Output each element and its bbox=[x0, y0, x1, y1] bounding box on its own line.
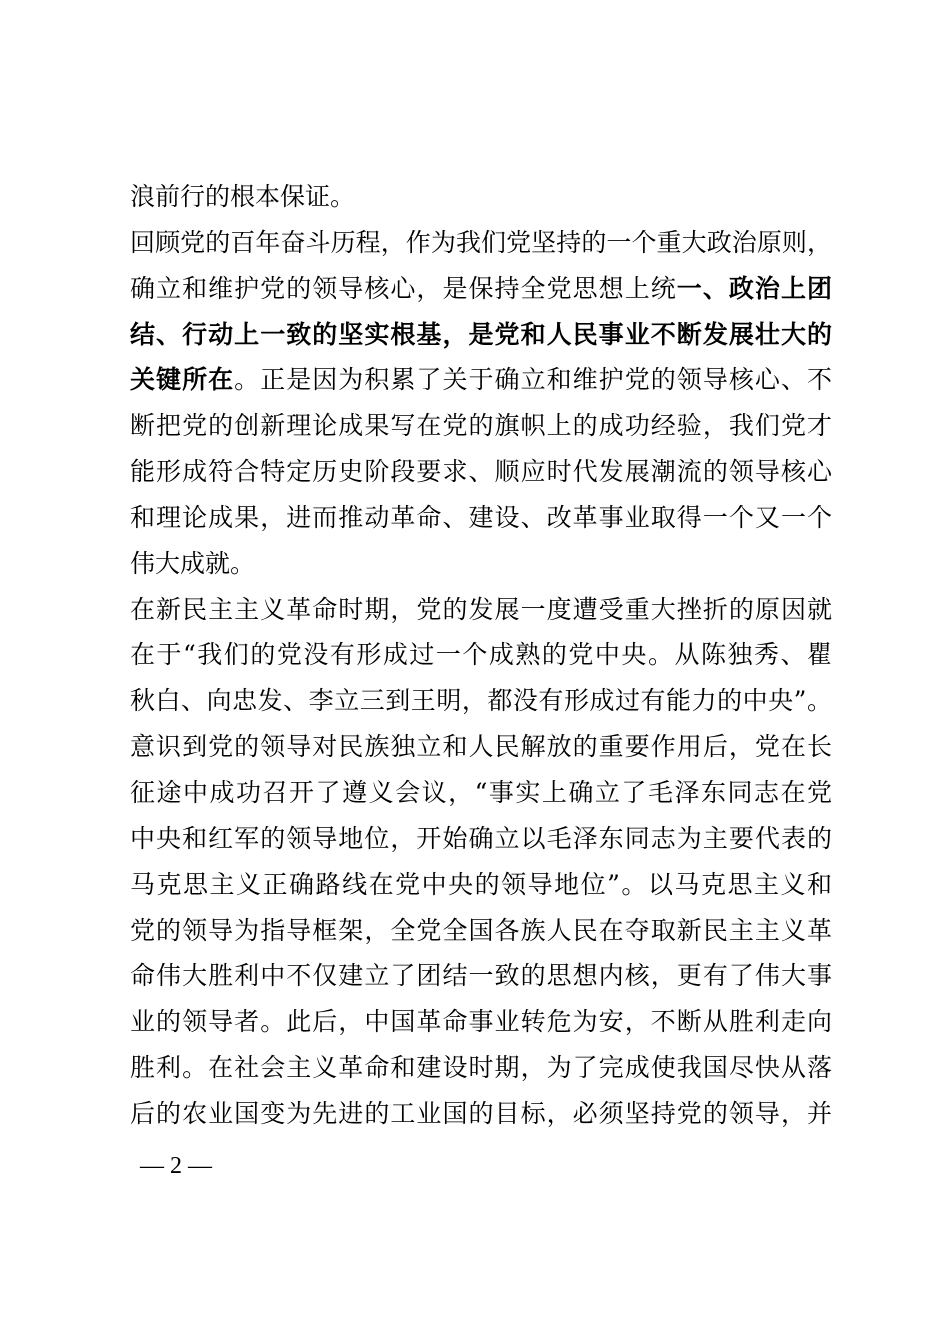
text-line bbox=[130, 724, 832, 770]
text-run: 胜利。在社会主义革命和建设时期，为了完成使我国尽快从落 bbox=[130, 1053, 832, 1083]
bold-text: 结、行动上一致的坚实根基，是党和人民事业不断发展壮大的 bbox=[130, 319, 832, 349]
text-line bbox=[130, 632, 832, 678]
text-run: 浪前行的根本保证。 bbox=[130, 182, 356, 211]
text-line bbox=[130, 678, 832, 724]
document-body bbox=[130, 174, 832, 1137]
text-run: 党的领导为指导框架，全党全国各族人民在夺取新民主主义革 bbox=[130, 915, 832, 945]
text-run: 命伟大胜利中不仅建立了团结一致的思想内核，更有了伟大事 bbox=[130, 961, 832, 991]
text-line bbox=[130, 953, 832, 999]
text-line bbox=[130, 312, 832, 358]
page-number: — 2 — bbox=[140, 1153, 212, 1179]
text-run: 确立和维护党的领导核心，是保持全党思想上统 bbox=[130, 273, 677, 303]
text-line bbox=[130, 1045, 832, 1091]
text-line bbox=[130, 449, 832, 495]
text-run: 后的农业国变为先进的工业国的目标，必须坚持党的领导，并 bbox=[130, 1098, 832, 1128]
text-line bbox=[130, 587, 832, 633]
text-line bbox=[130, 495, 832, 541]
text-line bbox=[130, 220, 832, 266]
text-run: 马克思主义正确路线在党中央的领导地位”。以马克思主义和 bbox=[130, 869, 832, 899]
text-run: 征途中成功召开了遵义会议，“事实上确立了毛泽东同志在党 bbox=[130, 777, 832, 807]
text-run: 在于“我们的党没有形成过一个成熟的党中央。从陈独秀、瞿 bbox=[130, 640, 832, 670]
text-line bbox=[130, 174, 832, 220]
text-line bbox=[130, 908, 832, 954]
text-run: 在新民主主义革命时期，党的发展一度遭受重大挫折的原因就 bbox=[130, 594, 832, 624]
text-run: 意识到党的领导对民族独立和人民解放的重要作用后，党在长 bbox=[130, 732, 832, 762]
text-run: 业的领导者。此后，中国革命事业转危为安，不断从胜利走向 bbox=[130, 1007, 832, 1037]
text-line bbox=[130, 999, 832, 1045]
text-line bbox=[130, 816, 832, 862]
text-run: 回顾党的百年奋斗历程，作为我们党坚持的一个重大政治原则， bbox=[130, 227, 832, 257]
text-run: 伟大成就。 bbox=[130, 548, 256, 578]
text-run: 秋白、向忠发、李立三到王明，都没有形成过有能力的中央”。 bbox=[130, 686, 832, 716]
text-line bbox=[130, 357, 832, 403]
text-line bbox=[130, 770, 832, 816]
text-line bbox=[130, 862, 832, 908]
text-line bbox=[130, 541, 832, 587]
text-run: 。正是因为积累了关于确立和维护党的领导核心、不 bbox=[234, 365, 832, 395]
text-line bbox=[130, 1091, 832, 1137]
text-run: 能形成符合特定历史阶段要求、顺应时代发展潮流的领导核心 bbox=[130, 457, 832, 487]
bold-text: 一、政治上团 bbox=[676, 273, 832, 303]
text-line bbox=[130, 403, 832, 449]
text-line bbox=[130, 266, 832, 312]
bold-text: 关键所在 bbox=[130, 365, 235, 395]
text-run: 中央和红军的领导地位，开始确立以毛泽东同志为主要代表的 bbox=[130, 823, 832, 853]
text-run: 和理论成果，进而推动革命、建设、改革事业取得一个又一个 bbox=[130, 502, 832, 532]
text-run: 断把党的创新理论成果写在党的旗帜上的成功经验，我们党才 bbox=[130, 411, 832, 441]
